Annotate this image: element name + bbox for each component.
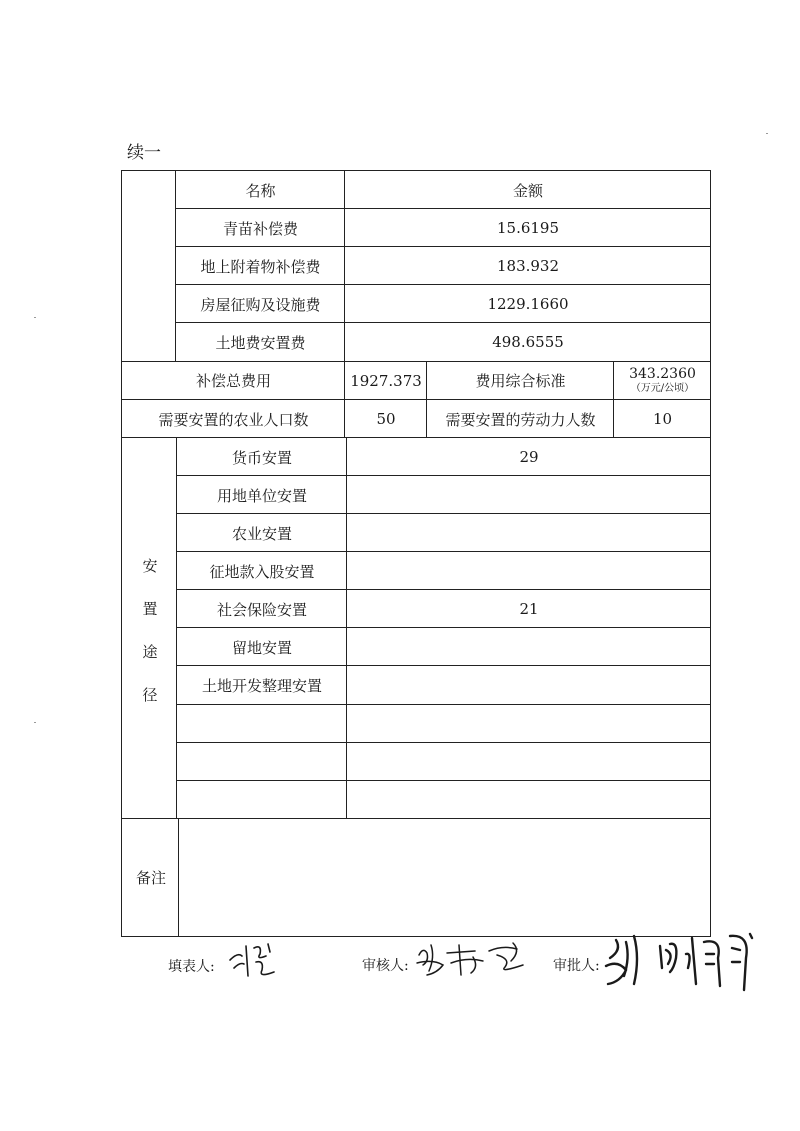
agri-pop-value: 50 (376, 410, 396, 428)
resettle-value (347, 552, 711, 590)
resettle-value (347, 476, 711, 514)
table-rule (176, 704, 711, 705)
group-char: 径 (142, 686, 158, 704)
labor-label: 需要安置的劳动力人数 (445, 410, 596, 429)
scan-speck (34, 722, 36, 723)
table-rule (178, 819, 179, 937)
table-rule (346, 438, 347, 819)
fee-name: 土地费安置费 (215, 333, 306, 352)
table-rule (176, 551, 711, 552)
fee-amount: 1229.1660 (487, 295, 569, 313)
resettle-value (347, 666, 711, 705)
table-border (121, 170, 711, 171)
approver-signature (600, 928, 760, 994)
filler-signature (226, 938, 286, 980)
group-char: 置 (142, 600, 158, 618)
table-rule (176, 513, 711, 514)
resettle-name: 货币安置 (231, 448, 292, 467)
resettle-name: 征地款入股安置 (209, 562, 315, 581)
standard-label: 费用综合标准 (475, 372, 566, 390)
resettle-value (347, 743, 711, 781)
table-rule (176, 742, 711, 743)
table-rule (176, 475, 711, 476)
resettle-name (177, 781, 347, 819)
continuation-label: 续一 (127, 143, 161, 163)
fee-amount: 183.932 (496, 257, 560, 275)
table-rule (175, 284, 711, 285)
group-char: 途 (142, 643, 158, 661)
resettle-value (347, 514, 711, 552)
table-rule (121, 818, 711, 819)
resettle-name (177, 743, 347, 781)
total-value: 1927.373 (350, 371, 422, 390)
table-rule (121, 399, 711, 400)
resettle-name (177, 705, 347, 743)
table-rule (121, 437, 711, 438)
resettle-name: 用地单位安置 (216, 486, 307, 505)
reviewer-signature (413, 937, 543, 982)
remarks-value (179, 819, 712, 936)
standard-value (614, 361, 711, 400)
standard-number: 343.2360 (629, 365, 696, 382)
total-label: 补偿总费用 (195, 372, 271, 390)
table-rule (176, 627, 711, 628)
table-rule (175, 170, 176, 361)
amount-header: 金额 (512, 181, 543, 200)
table-rule (176, 589, 711, 590)
table-rule (175, 246, 711, 247)
approver-label: 审批人: (553, 958, 600, 974)
resettle-value (347, 781, 711, 819)
table-rule (176, 780, 711, 781)
table-rule (175, 322, 711, 323)
agri-pop-label: 需要安置的农业人口数 (158, 410, 309, 429)
fee-name: 青苗补偿费 (222, 219, 298, 238)
name-header: 名称 (245, 181, 276, 200)
resettle-name: 社会保险安置 (216, 600, 307, 619)
fee-amount: 498.6555 (492, 333, 564, 351)
filler-label: 填表人: (168, 959, 215, 975)
table-rule (344, 170, 345, 438)
table-rule (121, 361, 711, 362)
group-char: 安 (142, 557, 158, 575)
table-border (121, 170, 122, 937)
fee-amount: 15.6195 (496, 219, 560, 237)
resettle-name: 土地开发整理安置 (201, 677, 322, 695)
scan-speck (34, 317, 36, 318)
standard-unit: （万元/公顷） (630, 382, 695, 394)
fee-name: 房屋征购及设施费 (200, 295, 321, 314)
table-rule (176, 665, 711, 666)
scan-speck (766, 133, 768, 134)
labor-value: 10 (652, 410, 673, 428)
reviewer-label: 审核人: (362, 958, 409, 974)
table-rule (176, 438, 177, 819)
remarks-label: 备注 (135, 869, 166, 887)
resettle-value: 21 (519, 600, 539, 618)
resettle-value: 29 (519, 448, 539, 466)
table-rule (175, 208, 711, 209)
resettle-name: 留地安置 (231, 638, 292, 657)
fee-name: 地上附着物补偿费 (200, 257, 321, 276)
resettle-value (347, 628, 711, 666)
resettlement-group-label (138, 545, 162, 717)
resettle-name: 农业安置 (231, 524, 292, 543)
resettle-value (347, 705, 711, 743)
